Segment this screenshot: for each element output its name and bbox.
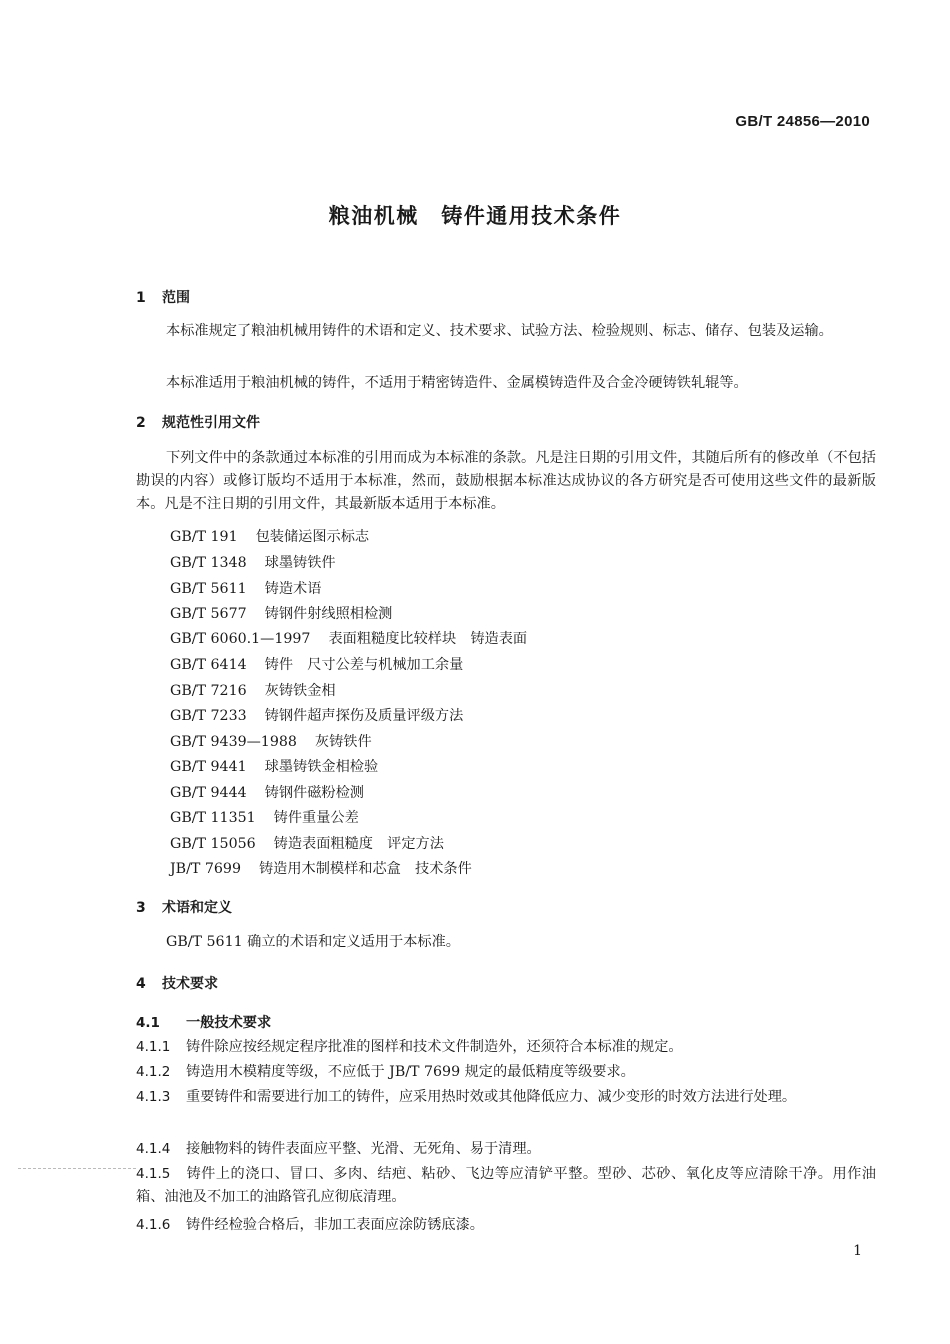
reference-title: 铸造术语	[264, 581, 322, 597]
reference-title: 铸钢件超声探伤及质量评级方法	[264, 708, 464, 724]
reference-code: GB/T 9441	[170, 759, 247, 775]
clause-4-1-1	[136, 1036, 876, 1059]
clause-4-1-6	[136, 1214, 876, 1237]
section-1-heading	[136, 287, 190, 307]
reference-title: 铸钢件磁粉检测	[264, 785, 364, 801]
reference-item	[170, 756, 378, 776]
clause-title: 一般技术要求	[186, 1015, 272, 1031]
reference-title: 表面粗糙度比较样块 铸造表面	[328, 631, 528, 647]
reference-title: 灰铸铁件	[314, 734, 372, 750]
reference-code: GB/T 9444	[170, 785, 247, 801]
section-number: 1	[136, 290, 146, 306]
reference-item	[170, 578, 321, 598]
reference-item	[170, 526, 369, 546]
clause-4-1-5	[136, 1163, 876, 1209]
clause-number: 4.1.4	[136, 1141, 171, 1157]
reference-item	[170, 552, 336, 572]
reference-title: 铸钢件射线照相检测	[264, 606, 393, 622]
reference-title: 铸件 尺寸公差与机械加工余量	[264, 657, 464, 673]
clause-number: 4.1.2	[136, 1064, 171, 1080]
reference-code: GB/T 15056	[170, 836, 256, 852]
clause-number: 4.1.5	[136, 1166, 171, 1182]
reference-code: GB/T 1348	[170, 555, 247, 571]
reference-item	[170, 858, 472, 878]
section-title: 术语和定义	[162, 900, 232, 916]
reference-code: GB/T 5677	[170, 606, 247, 622]
clause-4-1-3	[136, 1086, 876, 1109]
clause-text: 铸件上的浇口、冒口、多肉、结疤、粘砂、飞边等应清铲平整。型砂、芯砂、氧化皮等应清除干净。用作油箱、油池及不加工的油路管孔应彻底清理。	[136, 1166, 876, 1205]
clause-number: 4.1.3	[136, 1089, 171, 1105]
section-title: 规范性引用文件	[162, 415, 260, 431]
clause-text: 铸件经检验合格后，非加工表面应涂防锈底漆。	[186, 1217, 484, 1233]
section-number: 4	[136, 976, 146, 992]
clause-number: 4.1.1	[136, 1039, 171, 1055]
reference-title: 铸件重量公差	[273, 810, 359, 826]
section-3-heading	[136, 897, 232, 917]
reference-title: 灰铸铁金相	[264, 683, 336, 699]
reference-title: 铸造表面粗糙度 评定方法	[273, 836, 444, 852]
clause-number: 4.1	[136, 1015, 160, 1031]
reference-item	[170, 807, 359, 827]
section-1-paragraph-2: 本标准适用于粮油机械的铸件，不适用于精密铸造件、金属模铸造件及合金冷硬铸铁轧辊等。	[166, 375, 748, 391]
reference-item	[170, 654, 463, 674]
clause-text: 接触物料的铸件表面应平整、光滑、无死角、易于清理。	[186, 1141, 541, 1157]
reference-code: JB/T 7699	[170, 861, 241, 877]
clause-4-1-4	[136, 1138, 876, 1161]
reference-item	[170, 628, 527, 648]
clause-text: 铸造用木模精度等级，不应低于 JB/T 7699 规定的最低精度等级要求。	[186, 1064, 635, 1080]
reference-title: 球墨铸铁金相检验	[264, 759, 379, 775]
reference-item	[170, 603, 392, 623]
subsection-4-1-heading	[136, 1012, 876, 1035]
section-1-paragraph-1: 本标准规定了粮油机械用铸件的术语和定义、技术要求、试验方法、检验规则、标志、储存、包装及运输。	[166, 323, 833, 339]
reference-code: GB/T 9439—1988	[170, 734, 297, 750]
clause-number: 4.1.6	[136, 1217, 171, 1233]
reference-code: GB/T 7233	[170, 708, 247, 724]
section-2-heading	[136, 412, 260, 432]
reference-title: 球墨铸铁件	[264, 555, 336, 571]
reference-code: GB/T 7216	[170, 683, 247, 699]
scan-artifact-line	[18, 1168, 136, 1169]
reference-title: 包装储运图示标志	[255, 529, 370, 545]
section-4-heading	[136, 973, 218, 993]
reference-item	[170, 833, 444, 853]
clause-4-1-2	[136, 1061, 876, 1084]
reference-item	[170, 731, 372, 751]
section-number: 2	[136, 415, 146, 431]
page-number: 1	[853, 1243, 862, 1259]
standard-number: GB/T 24856—2010	[735, 113, 870, 130]
section-number: 3	[136, 900, 146, 916]
reference-item	[170, 782, 364, 802]
reference-code: GB/T 6414	[170, 657, 247, 673]
reference-code: GB/T 191	[170, 529, 238, 545]
reference-item	[170, 680, 336, 700]
clause-text: 重要铸件和需要进行加工的铸件，应采用热时效或其他降低应力、减少变形的时效方法进行处理。	[186, 1089, 797, 1105]
section-title: 范围	[162, 290, 190, 306]
document-title: 粮油机械 铸件通用技术条件	[328, 204, 622, 228]
reference-code: GB/T 11351	[170, 810, 256, 826]
reference-code: GB/T 5611	[170, 581, 247, 597]
reference-title: 铸造用木制模样和芯盒 技术条件	[258, 861, 472, 877]
section-3-paragraph-1: GB/T 5611 确立的术语和定义适用于本标准。	[166, 934, 460, 950]
reference-item	[170, 705, 463, 725]
reference-code: GB/T 6060.1—1997	[170, 631, 311, 647]
section-2-paragraph-1: 下列文件中的条款通过本标准的引用而成为本标准的条款。凡是注日期的引用文件，其随后所有的修改单（不包括勘误的内容）或修订版均不适用于本标准，然而，鼓励根据本标准达成协议的各方研究是否可使用这些文件的最新版本。凡是不注日期的引用文件，其最新版本适用于本标准。	[136, 450, 876, 512]
clause-text: 铸件除应按经规定程序批准的图样和技术文件制造外，还须符合本标准的规定。	[186, 1039, 683, 1055]
section-title: 技术要求	[162, 976, 218, 992]
